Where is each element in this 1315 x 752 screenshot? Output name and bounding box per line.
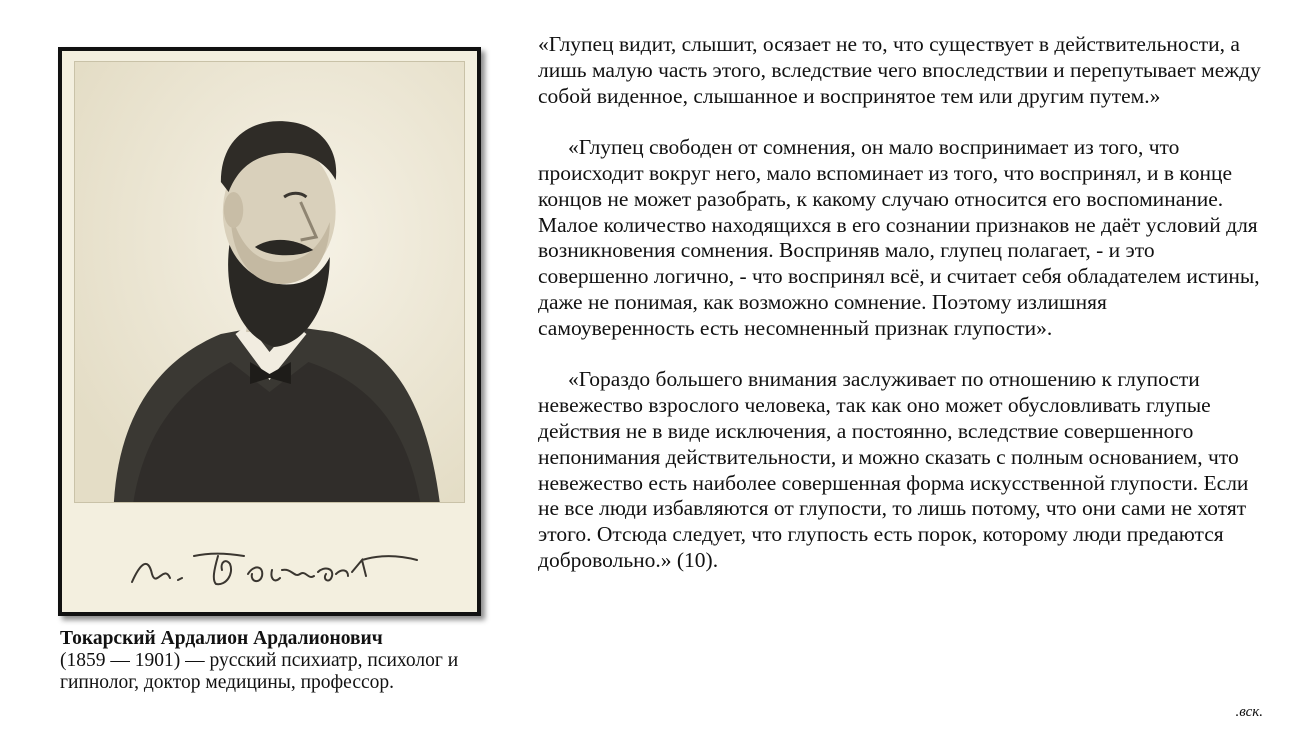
portrait-photo xyxy=(74,61,465,503)
caption-name: Токарский Ардалион Ардалионович xyxy=(60,628,383,649)
portrait-illustration xyxy=(75,62,464,502)
portrait-caption xyxy=(60,628,500,694)
author-watermark: .вск. xyxy=(1235,704,1263,720)
portrait-frame xyxy=(58,47,481,616)
signature-image xyxy=(122,534,422,594)
caption-description: (1859 — 1901) — русский психиатр, психолог и гипнолог, доктор медицины, профессор. xyxy=(60,650,459,693)
quotes-block xyxy=(538,32,1268,600)
quote-paragraph-1: «Глупец видит, слышит, осязает не то, что существует в действительности, а лишь малую часть этого, вследствие чего впоследствии и перепутывает между собой виденное, слышанное и воспринятое тем или другим путем.» xyxy=(538,32,1261,108)
quote-paragraph-2: «Глупец свободен от сомнения, он мало воспринимает из того, что происходит вокруг него, мало вспоминает из того, что воспринял, и в конце концов не может разобрать, к какому случаю относится его воспоминание. Малое количество находящихся в его сознании признаков не даёт условий для возникновения сомнения. Восприняв мало, глупец полагает, - и это совершенно логично, - что воспринял всё, и считает себя обладателем истины, даже не понимая, как возможно сомнение. Поэтому излишняя самоуверенность есть несомненный признак глупости». xyxy=(538,135,1260,340)
quote-paragraph-3: «Гораздо большего внимания заслуживает по отношению к глупости невежество взрослого человека, так как оно может обусловливать глупые действия не в виде исключения, а постоянно, вследствие совершенного непонимания действительности, и можно сказать с полным основанием, что невежество есть наиболее совершенная форма искусственной глупости. Если не все люди избавляются от глупости, то лишь потому, что они сами не хотят этого. Отсюда следует, что глупость есть порок, которому люди предаются добровольно.» (10). xyxy=(538,367,1249,572)
